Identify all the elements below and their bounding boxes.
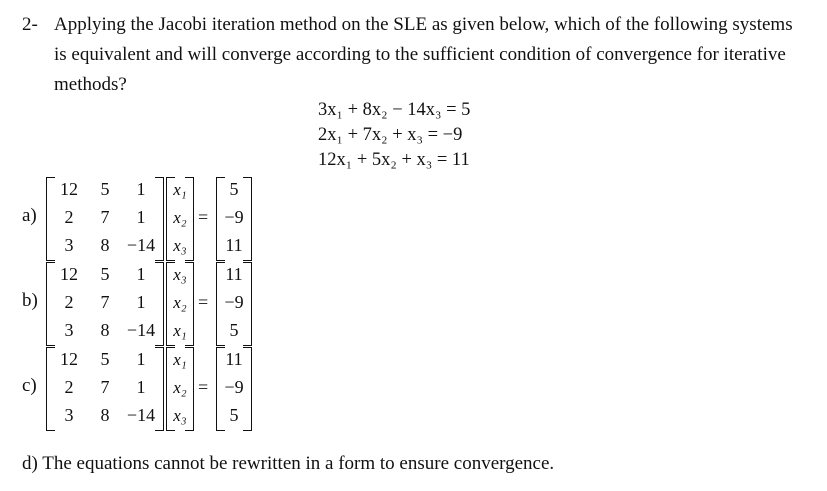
matrix-cell: 5 <box>100 179 110 199</box>
matrix-cell: 5 <box>100 264 110 284</box>
rhs-cell: 5 <box>229 179 239 199</box>
variable-cell: x₂ <box>173 293 187 312</box>
equals-sign: = <box>198 292 209 312</box>
matrix-cell: 8 <box>100 320 110 340</box>
variable-vector <box>166 262 194 346</box>
equation-system <box>318 98 470 173</box>
equals-sign: = <box>198 377 209 397</box>
matrix-cell: −14 <box>126 235 156 255</box>
matrix-cell: 12 <box>60 264 78 284</box>
option-d: d) The equations cannot be rewritten in a form to ensure convergence. <box>22 453 555 474</box>
question-line-2: is equivalent and will converge according to the sufficient condition of convergence for iterative <box>54 44 786 65</box>
variable-cell: x₁ <box>173 180 187 199</box>
coefficient-matrix <box>46 262 164 346</box>
matrix-cell: 3 <box>64 405 74 425</box>
variable-cell: x₂ <box>173 378 187 397</box>
question-line-3: methods? <box>54 74 127 95</box>
matrix-cell: 5 <box>100 349 110 369</box>
rhs-cell: −9 <box>224 292 244 312</box>
equation-2: 2x₁ + 7x₂ + x₃ = −9 <box>318 125 463 145</box>
matrix-cell: 7 <box>100 377 110 397</box>
rhs-cell: 11 <box>225 235 243 255</box>
variable-cell: x₂ <box>173 208 187 227</box>
rhs-cell: −9 <box>224 377 244 397</box>
matrix-cell: 1 <box>136 292 146 312</box>
rhs-vector <box>216 347 252 431</box>
question-number: 2- <box>22 14 38 35</box>
variable-cell: x₁ <box>173 350 187 369</box>
matrix-cell: 12 <box>60 179 78 199</box>
rhs-cell: 11 <box>225 264 243 284</box>
matrix-cell: 2 <box>64 207 74 227</box>
matrix-cell: 1 <box>136 207 146 227</box>
matrix-cell: 1 <box>136 179 146 199</box>
variable-cell: x₁ <box>173 321 187 340</box>
matrix-cell: 1 <box>136 264 146 284</box>
rhs-vector <box>216 177 252 261</box>
equation-1: 3x₁ + 8x₂ − 14x₃ = 5 <box>318 100 471 120</box>
matrix-cell: 3 <box>64 235 74 255</box>
option-label: b) <box>22 290 38 311</box>
matrix-cell: 1 <box>136 377 146 397</box>
rhs-vector <box>216 262 252 346</box>
variable-cell: x₃ <box>173 406 187 425</box>
option-label: c) <box>22 375 37 396</box>
option-label: a) <box>22 205 37 226</box>
matrix-cell: 2 <box>64 292 74 312</box>
coefficient-matrix <box>46 177 164 261</box>
variable-cell: x₃ <box>173 236 187 255</box>
variable-vector <box>166 347 194 431</box>
matrix-cell: 2 <box>64 377 74 397</box>
rhs-cell: 5 <box>229 405 239 425</box>
equation-3: 12x₁ + 5x₂ + x₃ = 11 <box>318 150 470 170</box>
rhs-cell: 11 <box>225 349 243 369</box>
matrix-cell: 3 <box>64 320 74 340</box>
question-line-1: Applying the Jacobi iteration method on the SLE as given below, which of the following systems <box>54 14 793 35</box>
matrix-cell: 1 <box>136 349 146 369</box>
matrix-cell: 12 <box>60 349 78 369</box>
matrix-cell: −14 <box>126 405 156 425</box>
matrix-cell: 8 <box>100 235 110 255</box>
variable-cell: x₃ <box>173 265 187 284</box>
matrix-cell: 7 <box>100 207 110 227</box>
matrix-cell: 7 <box>100 292 110 312</box>
rhs-cell: −9 <box>224 207 244 227</box>
coefficient-matrix <box>46 347 164 431</box>
variable-vector <box>166 177 194 261</box>
rhs-cell: 5 <box>229 320 239 340</box>
equals-sign: = <box>198 207 209 227</box>
matrix-cell: −14 <box>126 320 156 340</box>
matrix-cell: 8 <box>100 405 110 425</box>
